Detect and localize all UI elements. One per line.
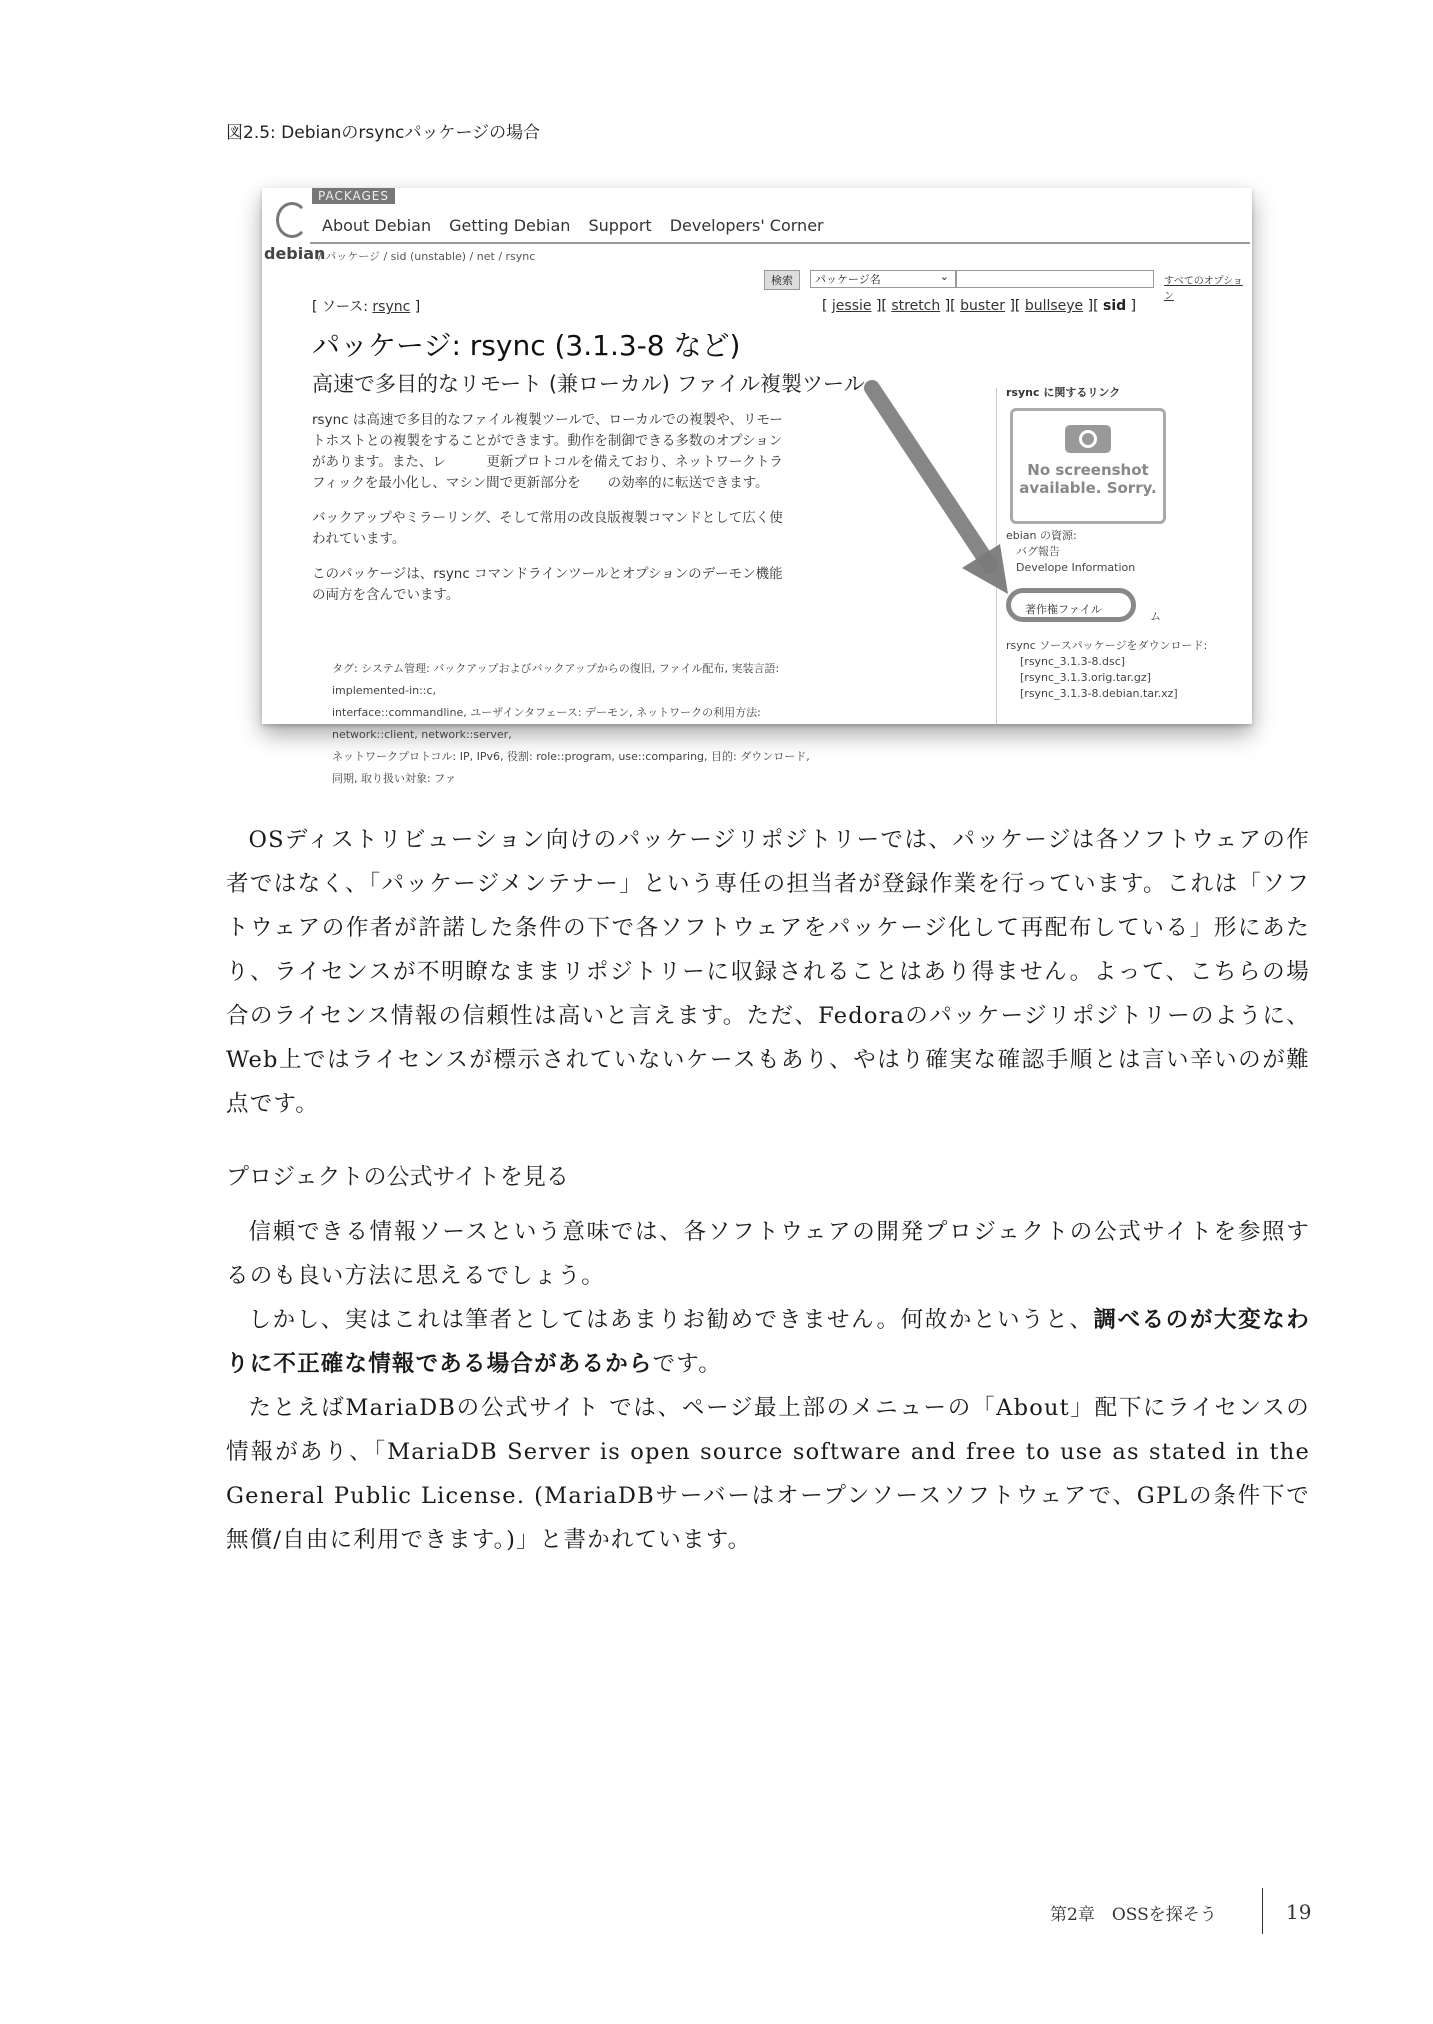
copyright-file-highlight: 著作権ファイル [1006,588,1136,622]
tags-line-2: interface::commandline, ユーザインタフェース: デーモン, ネットワークの利用方法: network::client, network::server, [332,706,761,741]
page-number: 19 [1286,1900,1312,1924]
dist-bullseye: bullseye [1024,298,1084,314]
desc-paragraph-2: バックアップやミラーリング、そして常用の改良版複製コマンドとして広く使われています。 [312,510,783,547]
nav-developers: Developers' Corner [669,216,824,235]
figure-caption: 図2.5: Debianのrsyncパッケージの場合 [226,123,541,143]
sidebar-title: rsync に関するリンク [1006,386,1121,399]
sidebar-downloads: rsync ソースパッケージをダウンロード: [rsync_3.1.3-8.dsc] [rsync_3.1.3.orig.tar.gz] [rsync_3.1.3-8.debian.tar.xz] [1006,639,1208,700]
nav-support: Support [588,216,652,235]
source-link: rsync [372,299,411,315]
nav-getting: Getting Debian [449,216,571,235]
package-title: パッケージ: rsync (3.1.3-8 など) [312,329,741,362]
debian-logo-text: debian [264,244,326,263]
source-line: [ ソース: rsync ] [312,299,421,315]
search-button: 検索 [764,270,800,290]
dist-links: [ jessie ][ stretch ][ buster ][ bullseye ][ sid ] [822,298,1137,314]
tags-line-1: タグ: システム管理: バックアップおよびバックアップからの復旧, ファイル配布, 実装言語: implemented-in::c, [332,662,780,697]
footer-separator [1262,1888,1263,1934]
paragraph-4: たとえばMariaDBの公式サイト では、ページ最上部のメニューの「About」配下にライセンスの情報があり、「MariaDB Server is open source software and free to use as stated in the General Public License. (MariaDBサーバーはオープンソースソフトウェアで、GPLの条件下で無償/自由に利用できます。)」と書かれています。 [226,1395,1310,1553]
tags-line-3: ネットワークプロトコル: IP, IPv6, 役割: role::program, use::comparing, 目的: ダウンロード, 同期, 取り扱い対象: ファ [332,750,810,785]
debian-screenshot-figure [262,188,1252,785]
dist-stretch: stretch [891,298,941,314]
dist-jessie: jessie [831,298,872,314]
search-options-link: すべてのオプション [1164,276,1243,302]
paragraph-1: OSディストリビューション向けのパッケージリポジトリーでは、パッケージは各ソフトウェアの作者ではなく、「パッケージメンテナー」という専任の担当者が登録作業を行っています。これは「ソフトウェアの作者が許諾した条件の下で各ソフトウェアをパッケージ化して再配布している」形にあたり、ライセンスが不明瞭なままリポジトリーに収録されることはあり得ません。よって、こちらの場合のライセンス情報の信頼性は高いと言えます。ただ、Fedoraのパッケージリポジトリーのように、Web上ではライセンスが標示されていないケースもあり、やはり確実な確認手順とは言い辛いのが難点です。 [226,827,1310,1117]
desc-paragraph-3: このパッケージは、rsync コマンドラインツールとオプションのデーモン機能の両方を含んでいます。 [312,566,783,603]
chevron-down-icon: ⌄ [939,270,949,283]
packages-tag: PACKAGES [312,188,395,204]
paragraph-block [226,1210,1310,1562]
desc-paragraph-1: rsync は高速で多目的なファイル複製ツールで、ローカルでの複製や、リモートホストとの複製をすることができます。動作を制御できる多数のオプションがあります。また、レ 更新プロトコルを備えており、ネットワークトラフィックを最小化し、マシン間で更新部分を の効率的に転送できます。 [312,412,783,491]
highlight-arrow [262,188,1252,724]
footer-chapter: 第2章 OSSを探そう [1050,1905,1217,1925]
nav-about: About Debian [322,216,432,235]
sidebar-resources: ebian の資源: バグ報告 Develope Information [1006,529,1136,574]
search-select-value: パッケージ名 [815,273,881,286]
paragraph-2: 信頼できる情報ソースという意味では、各ソフトウェアの開発プロジェクトの公式サイトを参照するのも良い方法に思えるでしょう。 [226,1219,1310,1289]
sidebar-fragment: ム [1150,610,1161,623]
dist-buster: buster [960,298,1005,314]
breadcrumb: / パッケージ / sid (unstable) / net / rsync [318,250,536,263]
section-heading: プロジェクトの公式サイトを見る [226,1164,569,1190]
package-subtitle: 高速で多目的なリモート (兼ローカル) ファイル複製ツール [312,372,865,396]
emphasis-text: 調べるのが大変なわりに不正確な情報である場合があるから [226,1307,1310,1377]
dist-sid: sid [1103,298,1127,314]
noshot-line-2: available. Sorry. [1019,479,1157,497]
noshot-line-1: No screenshot [1027,461,1149,479]
paragraph-3: しかし、実はこれは筆者としてはあまりお勧めできません。何故かというと、調べるのが大変なわりに不正確な情報である場合があるからです。 [226,1307,1310,1377]
